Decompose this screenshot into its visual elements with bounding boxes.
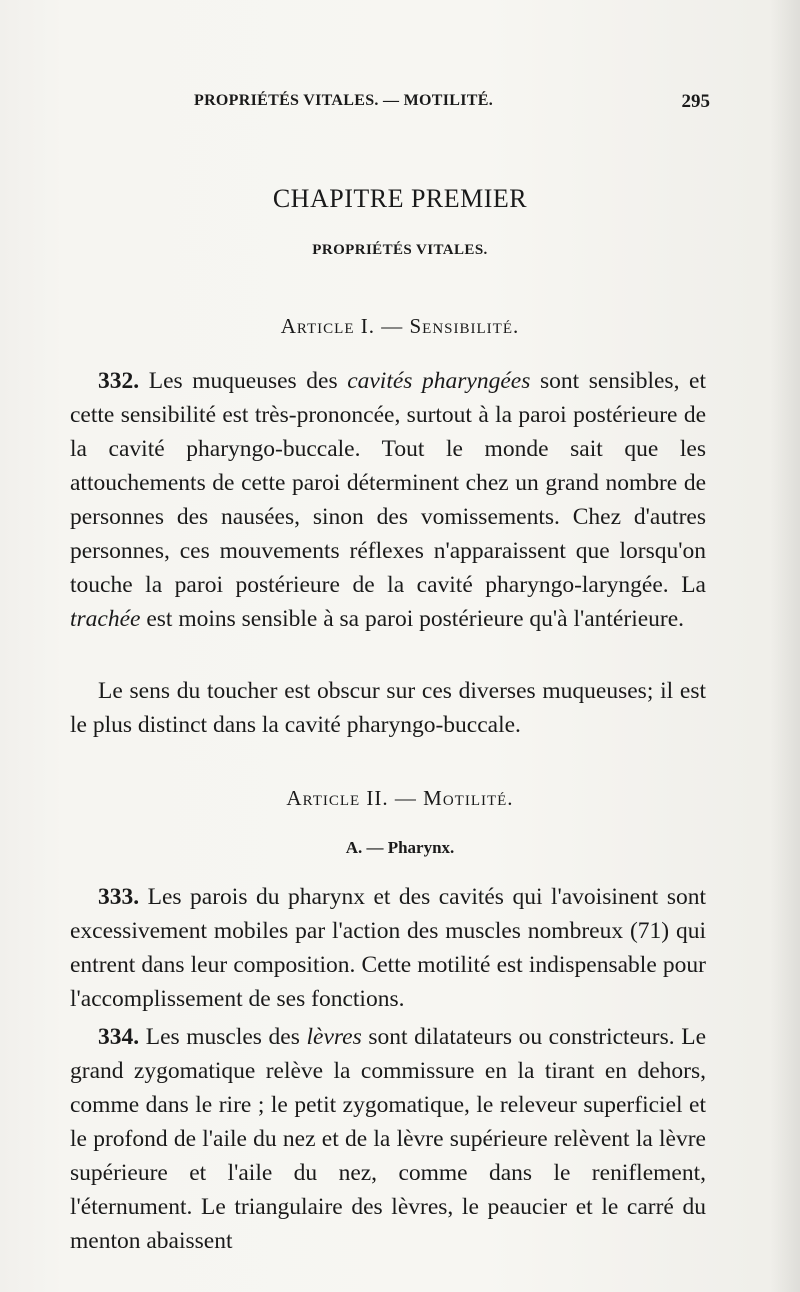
italic-term: lèvres xyxy=(306,1024,362,1050)
running-head xyxy=(90,88,710,116)
paragraph-text: sont sensibles, et cette sensibilité est très-prononcée, surtout à la paroi postérieure de la cavité pharyngo-buccale. Tout le monde sait que les attouchements de cette paroi déterminent chez un grand nombre de personnes des nausées, sinon des vomissements. Chez d'autres personnes, ces mouvements réflexes n'apparaissent que lorsqu'on touche la paroi postérieure de la cavité pharyngo-laryngée. La xyxy=(70,368,706,598)
paragraph-text: est moins sensible à sa paroi postérieure qu'à l'antérieure. xyxy=(140,606,685,632)
paragraph-332-continued: Le sens du toucher est obscur sur ces diverses muqueuses; il est le plus distinct dans la cavité pharyngo-buccale. xyxy=(70,678,706,738)
paragraph-332 xyxy=(70,364,706,636)
page-number: 295 xyxy=(681,91,710,112)
paragraph-text: Les muscles des xyxy=(139,1024,307,1050)
running-head-title: PROPRIÉTÉS VITALES. — MOTILITÉ. xyxy=(194,92,494,109)
paragraph-text: Les parois du pharynx et des cavités qui l'avoisinent sont excessivement mobiles par l'action des muscles nombreux (71) qui entrent dans leur composition. Cette motilité est indispensable pour l'accomplissement de ses fonctions. xyxy=(70,884,706,1012)
paragraph-number: 333. xyxy=(98,884,140,910)
chapter-subtitle: PROPRIÉTÉS VITALES. xyxy=(312,242,488,258)
paragraph-number: 332. xyxy=(98,368,140,394)
italic-term: trachée xyxy=(70,606,141,632)
italic-term: cavités pharyngées xyxy=(347,368,531,394)
page-edge-shadow xyxy=(770,0,800,1292)
paragraph-333 xyxy=(70,880,706,1016)
chapter-title: CHAPITRE PREMIER xyxy=(272,184,528,213)
section-a-heading: A. — Pharynx. xyxy=(345,838,455,857)
article-1-heading: Article I. — Sensibilité. xyxy=(280,314,520,338)
article-2-heading: Article II. — Motilité. xyxy=(286,786,514,810)
paragraph-text: sont dilatateurs ou constricteurs. Le grand zygomatique relève la commissure en la tirant en dehors, comme dans le rire ; le petit zygomatique, le releveur superficiel et le profond de l'aile du nez et de la lèvre supérieure relèvent la lèvre supérieure et l'aile du nez, comme dans le reniflement, l'éternument. Le triangulaire des lèvres, le peaucier et le carré du menton abaissent xyxy=(70,1024,706,1254)
paragraph-334 xyxy=(70,1020,706,1258)
paragraph-text: Les muqueuses des xyxy=(139,368,348,394)
paragraph-number: 334. xyxy=(98,1024,140,1050)
